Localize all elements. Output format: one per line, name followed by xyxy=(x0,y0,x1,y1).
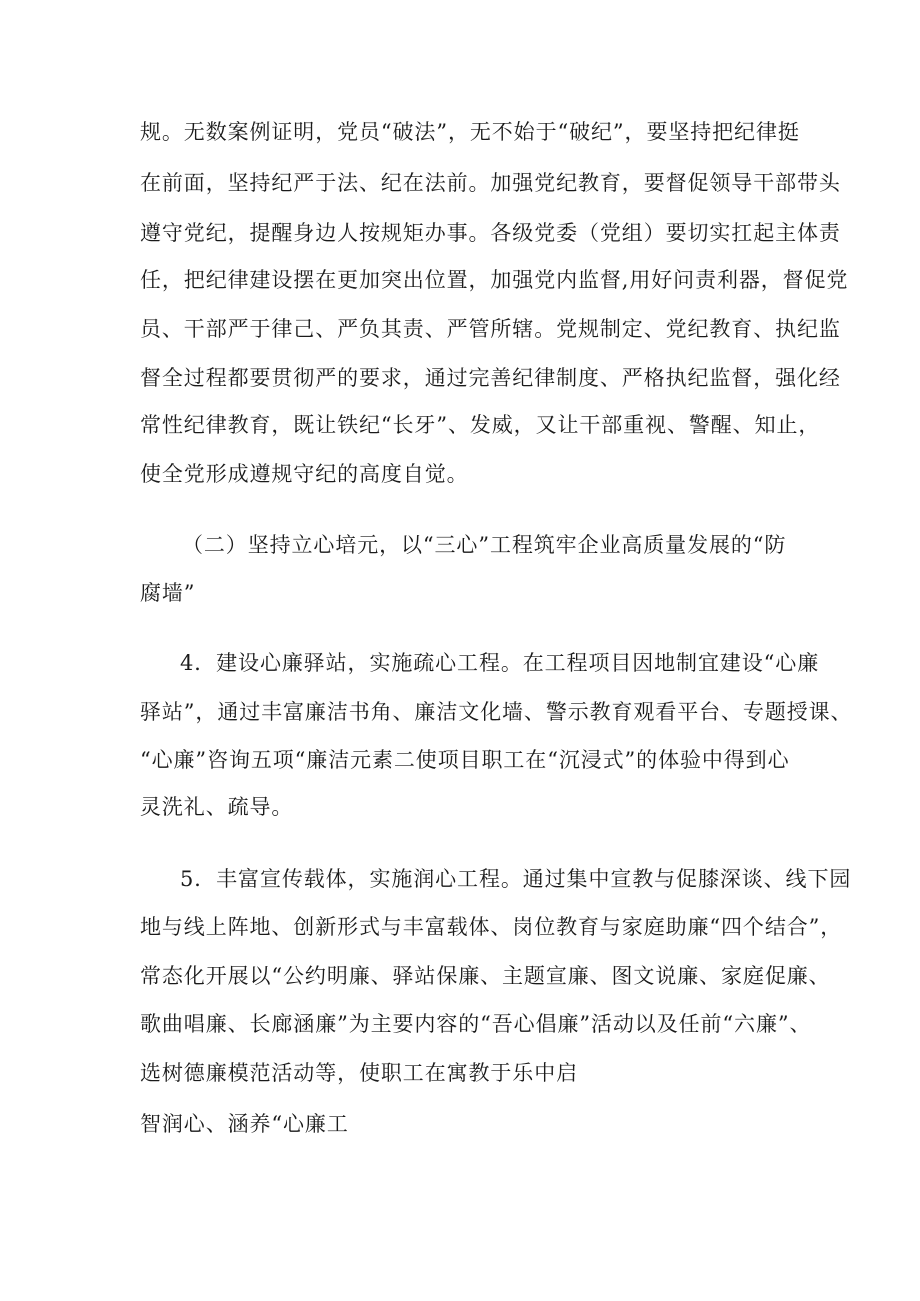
section-heading-line-2: 腐墙” xyxy=(140,581,196,605)
item-5-line-6: 智润心、涵养“心廉工 xyxy=(140,1112,349,1136)
paragraph-1-line-7: 常性纪律教育，既让铁纪“长牙”、发威，又让干部重视、警醒、知止， xyxy=(140,413,821,437)
item-5-line-2: 地与线上阵地、创新形式与丰富载体、岗位教育与家庭助廉“四个结合”， xyxy=(140,915,843,939)
item-4-line-4: 灵洗礼、疏导。 xyxy=(140,795,294,819)
item-5-line-5: 选树德廉模范活动等，使职工在寓教于乐中启 xyxy=(140,1061,578,1085)
paragraph-1-line-5: 员、干部严于律己、严负其责、严管所辖。党规制定、党纪教育、执纪监 xyxy=(140,317,841,341)
item-5-line-4: 歌曲唱廉、长廊涵廉”为主要内容的“吾心倡廉”活动以及任前“六廉”、 xyxy=(140,1012,812,1036)
paragraph-1-line-2: 在前面，坚持纪严于法、纪在法前。加强党纪教育，要督促领导干部带头 xyxy=(140,171,841,195)
paragraph-1-line-1: 规。无数案例证明，党员“破法”，无不始于“破纪”，要坚持把纪律挺 xyxy=(140,120,800,144)
item-4-line-3: “心廉”咨询五项“廉洁元素二使项目职工在“沉浸式”的体验中得到心 xyxy=(140,748,790,772)
paragraph-1-line-6: 督全过程都要贯彻严的要求，通过完善纪律制度、严格执纪监督，强化经 xyxy=(140,366,841,390)
item-5-line-3: 常态化开展以“公约明廉、驿站保廉、主题宣廉、图文说廉、家庭促廉、 xyxy=(140,964,831,988)
item-4-line-2: 驿站”，通过丰富廉洁书角、廉洁文化墙、警示教育观看平台、专题授课、 xyxy=(140,700,853,724)
paragraph-1-line-8: 使全党形成遵规守纪的高度自觉。 xyxy=(140,462,469,486)
item-4-line-1: 4．建设心廉驿站，实施疏心工程。在工程项目因地制宜建设“心廉 xyxy=(180,651,820,675)
paragraph-1-line-3: 遵守党纪，提醒身边人按规矩办事。各级党委（党组）要切实扛起主体责 xyxy=(140,221,841,245)
item-5-line-1: 5．丰富宣传载体，实施润心工程。通过集中宣教与促膝深谈、线下园 xyxy=(180,867,852,891)
paragraph-1-line-4: 任，把纪律建设摆在更加突出位置，加强党内监督,用好问责利器，督促党 xyxy=(140,268,849,292)
section-heading-line-1: （二）坚持立心培元，以“三心”工程筑牢企业高质量发展的“防 xyxy=(182,533,787,557)
